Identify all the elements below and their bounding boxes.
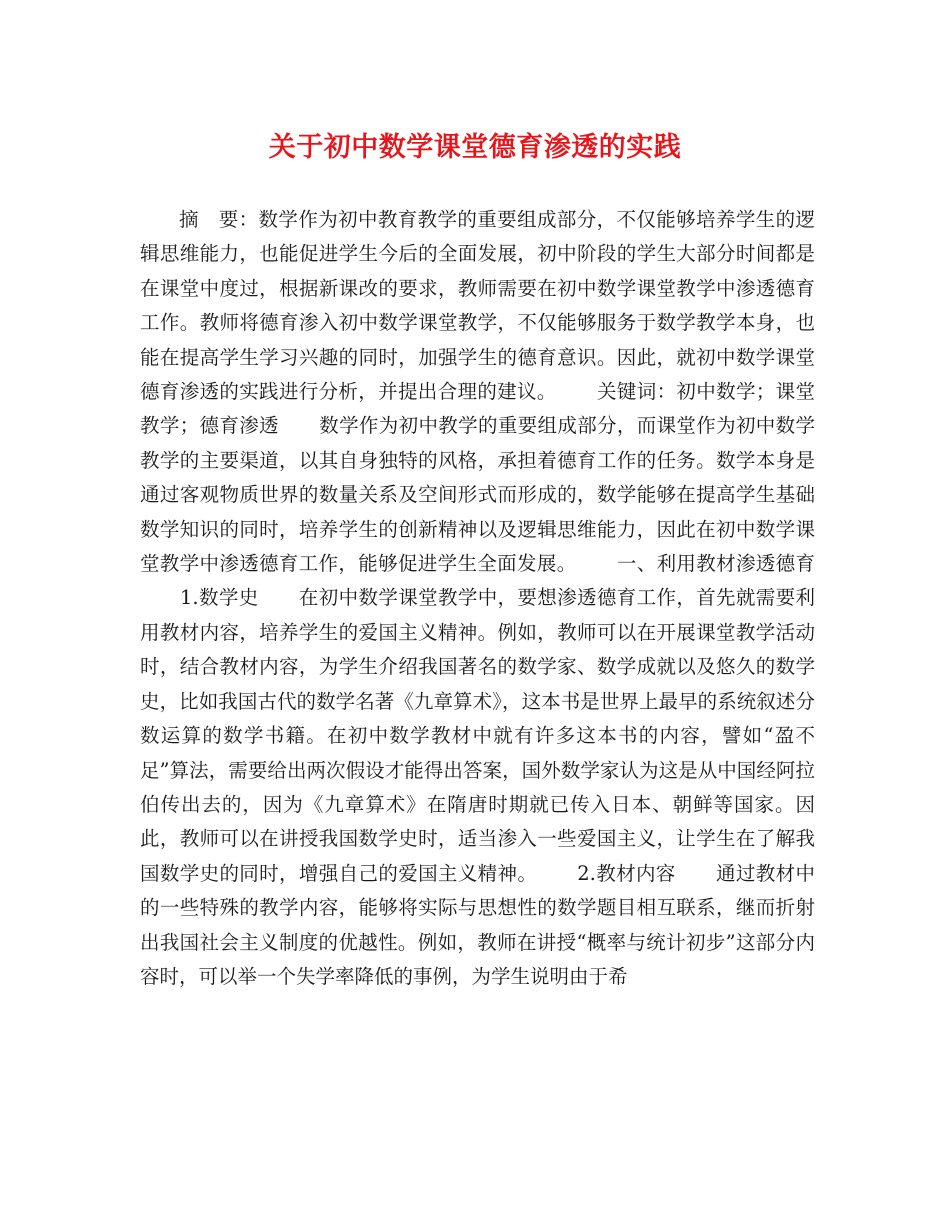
document-title: 关于初中数学课堂德育渗透的实践 bbox=[268, 132, 682, 163]
intro-text: 数学作为初中教学的重要组成部分，而课堂作为初中数学教学的主要渠道，以其自身独特的风格，承担着德育工作的任务。数学本身是通过客观物质世界的数量关系及空间形式而形成的，数学能够在提高学生基础数学知识的同时，培养学生的创新精神以及逻辑思维能力，因此在初中数学课堂教学中渗透德育工作，能够促进学生全面发展。 bbox=[140, 414, 815, 576]
subsection-heading: 2.教材内容 bbox=[577, 861, 676, 885]
document-body bbox=[140, 203, 815, 994]
keywords-text: 关键词：初中数学；课堂教学；德育渗透 bbox=[140, 380, 815, 438]
subsection-text: 通过教材中的一些特殊的教学内容，能够将实际与思想性的数学题目相互联系，继而折射出我国社会主义制度的优越性。例如，教师在讲授“概率与统计初步”这部分内容时，可以举一个失学率降低的事例，为学生说明由于希 bbox=[140, 861, 815, 988]
abstract-text: 摘 要：数学作为初中教育教学的重要组成部分，不仅能够培养学生的逻辑思维能力，也能促进学生今后的全面发展，初中阶段的学生大部分时间都是在课堂中度过，根据新课改的要求，教师需要在初中数学课堂教学中渗透德育工作。教师将德育渗入初中数学课堂教学，不仅能够服务于数学教学本身，也能在提高学生学习兴趣的同时，加强学生的德育意识。因此，就初中数学课堂德育渗透的实践进行分析，并提出合理的建议。 bbox=[140, 208, 815, 404]
section-heading: 一、利用教材渗透德育 bbox=[616, 552, 815, 576]
subsection-text: 在初中数学课堂教学中，要想渗透德育工作，首先就需要利用教材内容，培养学生的爱国主义精神。例如，教师可以在开展课堂教学活动时，结合教材内容，为学生介绍我国著名的数学家、数学成就以及悠久的数学史，比如我国古代的数学名著《九章算术》，这本书是世界上最早的系统叙述分数运算的数学书籍。在初中数学教材中就有许多这本书的内容，譬如“盈不足”算法，需要给出两次假设才能得出答案，国外数学家认为这是从中国经阿拉伯传出去的，因为《九章算术》在隋唐时期就已传入日本、朝鲜等国家。因此，教师可以在讲授我国数学史时，适当渗入一些爱国主义，让学生在了解我国数学史的同时，增强自己的爱国主义精神。 bbox=[140, 586, 815, 885]
subsection-heading: 1.数学史 bbox=[180, 586, 259, 610]
